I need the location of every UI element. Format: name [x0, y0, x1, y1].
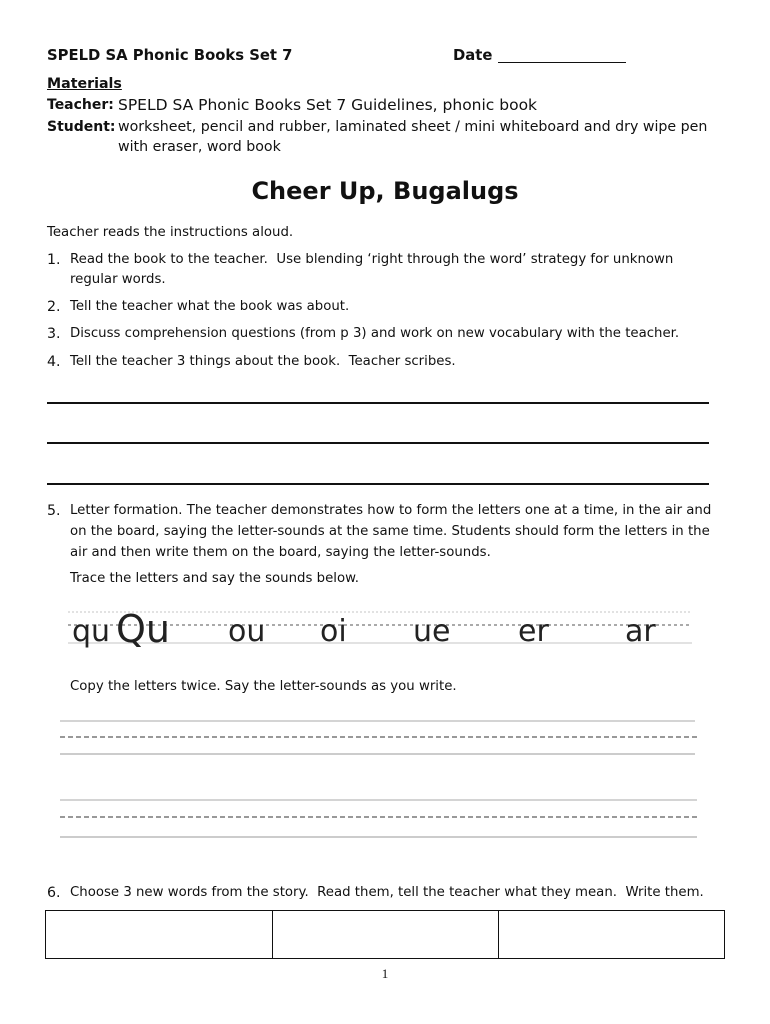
trace-letters: ue [413, 614, 451, 649]
step-number: 2. [47, 299, 61, 315]
step-number: 6. [47, 885, 61, 901]
date-blank [498, 62, 626, 63]
teacher-materials: SPELD SA Phonic Books Set 7 Guidelines, phonic book [118, 96, 538, 114]
teacher-label: Teacher: [47, 97, 114, 113]
page-title: Cheer Up, Bugalugs [251, 177, 519, 205]
new-word-cell [46, 911, 272, 958]
new-word-cell [272, 911, 498, 958]
date-label: Date [453, 47, 493, 64]
step-number: 5. [47, 503, 61, 519]
trace-letters: oi [320, 614, 347, 649]
copy-instruction: Copy the letters twice. Say the letter-sounds as you write. [70, 679, 457, 694]
step-text: Tell the teacher 3 things about the book. Teacher scribes. [70, 354, 456, 369]
new-word-cell [498, 911, 724, 958]
trace-instruction: Trace the letters and say the sounds below. [70, 571, 359, 586]
trace-letters: qu [72, 614, 111, 649]
step-text: Letter formation. The teacher demonstrates how to form the letters one at a time, in the air and [70, 503, 712, 518]
series-title: SPELD SA Phonic Books Set 7 [47, 47, 293, 64]
trace-letters: ar [625, 614, 656, 649]
step-number: 3. [47, 326, 61, 342]
materials-heading: Materials [47, 76, 122, 92]
student-label: Student: [47, 119, 116, 135]
step-text: on the board, saying the letter-sounds at the same time. Students should form the letters in the [70, 524, 710, 539]
step-text: air and then write them on the board, saying the letter-sounds. [70, 545, 491, 560]
step-text: Tell the teacher what the book was about. [70, 299, 350, 314]
trace-letters: Qu [116, 607, 170, 651]
page-number: 1 [381, 966, 389, 981]
student-materials: worksheet, pencil and rubber, laminated sheet / mini whiteboard and dry wipe pen [118, 119, 708, 135]
step-number: 4. [47, 354, 61, 370]
new-words-table [45, 910, 725, 959]
step-text: Read the book to the teacher. Use blending ‘right through the word’ strategy for unknown [70, 252, 674, 267]
student-materials: with eraser, word book [118, 139, 281, 155]
step-text: Discuss comprehension questions (from p 3) and work on new vocabulary with the teacher. [70, 326, 680, 341]
intro-text: Teacher reads the instructions aloud. [47, 225, 294, 240]
step-text: regular words. [70, 272, 166, 287]
step-text: Choose 3 new words from the story. Read them, tell the teacher what they mean. Write them. [70, 885, 704, 900]
trace-letters: ou [228, 614, 266, 649]
step-number: 1. [47, 252, 61, 268]
trace-letters: er [518, 614, 549, 649]
